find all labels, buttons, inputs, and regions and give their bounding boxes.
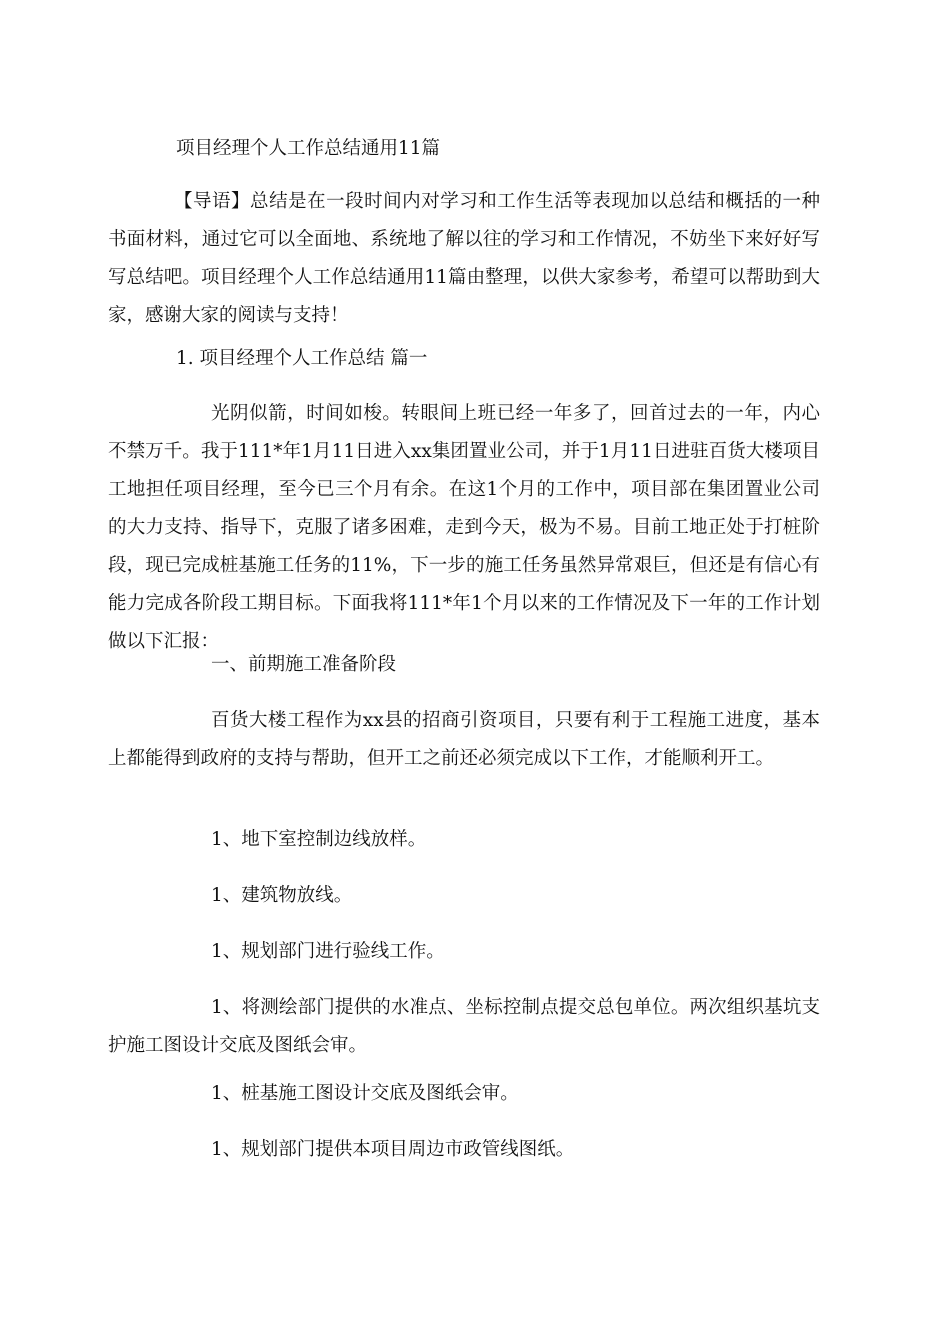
document-title: 项目经理个人工作总结通用11篇 [176,138,441,159]
subsection-heading: 一、前期施工准备阶段 [211,654,397,675]
list-item: 1、建筑物放线。 [211,885,353,906]
list-item: 1、将测绘部门提供的水准点、坐标控制点提交总包单位。两次组织基坑支护施工图设计交底及图纸会审。 [108,997,820,1056]
list-item: 1、地下室控制边线放样。 [211,829,427,850]
section-heading: 1. 项目经理个人工作总结 篇一 [176,348,428,369]
body-paragraph-1: 光阴似箭，时间如梭。转眼间上班已经一年多了，回首过去的一年，内心不禁万千。我于111*年1月11日进入xx集团置业公司，并于1月11日进驻百货大楼项目工地担任项目经理，至今已三个月有余。在这1个月的工作中，项目部在集团置业公司的大力支持、指导下，克服了诸多困难，走到今天，极为不易。目前工地正处于打桩阶段，现已完成桩基施工任务的11%，下一步的施工任务虽然异常艰巨，但还是有信心有能力完成各阶段工期目标。下面我将111*年1个月以来的工作情况及下一年的工作计划做以下汇报： [108,403,820,652]
body-paragraph-2: 百货大楼工程作为xx县的招商引资项目，只要有利于工程施工进度，基本上都能得到政府的支持与帮助，但开工之前还必须完成以下工作，才能顺利开工。 [108,710,820,769]
list-item: 1、桩基施工图设计交底及图纸会审。 [211,1083,519,1104]
list-item: 1、规划部门提供本项目周边市政管线图纸。 [211,1139,575,1160]
intro-paragraph: 【导语】总结是在一段时间内对学习和工作生活等表现加以总结和概括的一种书面材料，通过它可以全面地、系统地了解以往的学习和工作情况，不妨坐下来好好写写总结吧。项目经理个人工作总结通用11篇由整理，以供大家参考，希望可以帮助到大家，感谢大家的阅读与支持！ [108,191,820,326]
list-item: 1、规划部门进行验线工作。 [211,941,445,962]
